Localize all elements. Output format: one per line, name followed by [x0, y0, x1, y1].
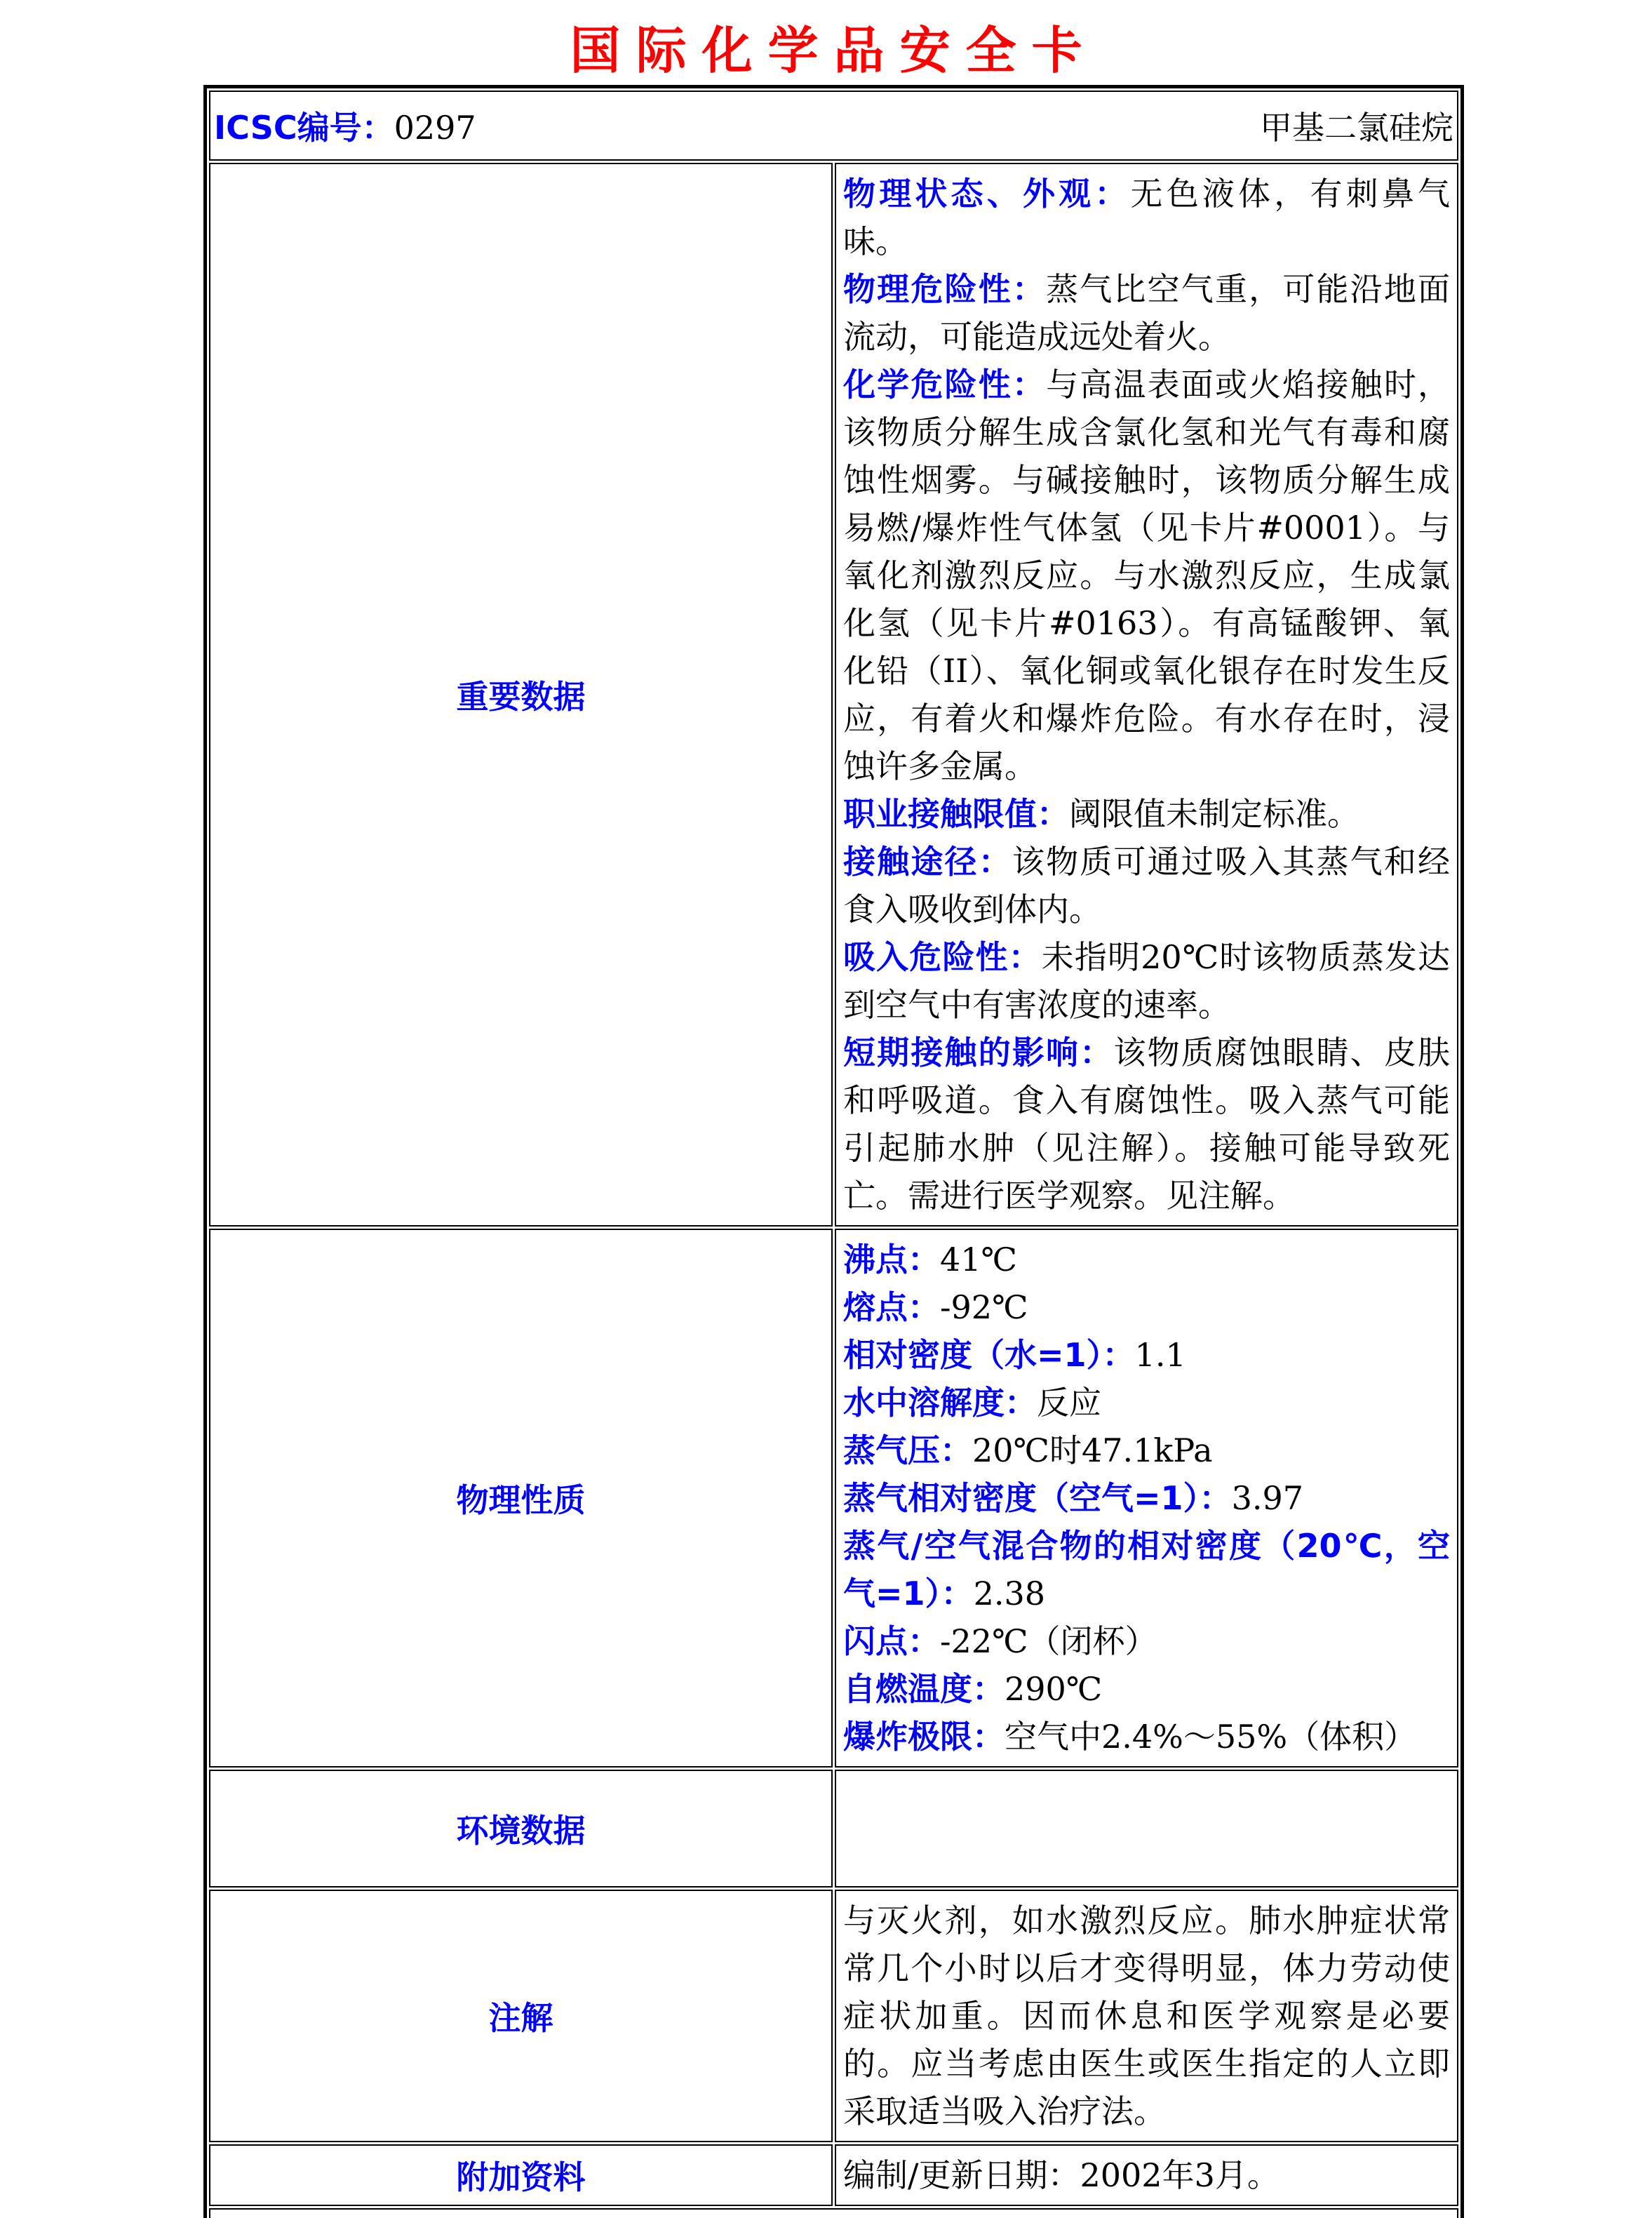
property-name: 化学危险性：: [843, 366, 1047, 403]
property-name: 蒸气/空气混合物的相对密度（20℃，空气=1）：: [843, 1527, 1450, 1612]
property-value: -92℃: [940, 1288, 1028, 1326]
property-value: 空气中2.4%～55%（体积）: [1005, 1718, 1417, 1756]
property-name: 接触途径：: [843, 843, 1012, 881]
property-value: 3.97: [1231, 1479, 1303, 1517]
property-name: 自燃温度：: [843, 1670, 1005, 1708]
page-title: 国际化学品安全卡: [570, 21, 1098, 80]
property-value: 1.1: [1134, 1336, 1186, 1374]
property-line: [843, 838, 1450, 933]
property-value: 与高温表面或火焰接触时，该物质分解生成含氯化氢和光气有毒和腐蚀性烟雾。与碱接触时，该物质分解生成易燃/爆炸性气体氢（见卡片#0001）。与氧化剂激烈反应。与水激烈反应，生成氯化氢（见卡片#0163）。有高锰酸钾、氧化铅（II）、氧化铜或氧化银存在时发生反应，有着火和爆炸危险。有水存在时，浸蚀许多金属。: [843, 366, 1451, 785]
property-line: [843, 1427, 1450, 1474]
property-value: 290℃: [1005, 1670, 1103, 1708]
table-row: [209, 1770, 1458, 1888]
section-label-environmental-data: 环境数据: [209, 1770, 833, 1888]
property-value: 20℃时47.1kPa: [972, 1431, 1213, 1469]
property-line: [843, 265, 1450, 361]
property-value: 反应: [1037, 1384, 1101, 1422]
property-name: 物理危险性：: [843, 270, 1047, 308]
property-name: 物理状态、外观：: [843, 175, 1131, 213]
property-name: 吸入危险性：: [843, 938, 1042, 976]
icsc-number-field: [214, 102, 476, 149]
property-value: 蒸气比空气重，可能沿地面流动，可能造成远处着火。: [843, 270, 1451, 356]
property-value: 该物质腐蚀眼睛、皮肤和呼吸道。食入有腐蚀性。吸入蒸气可能引起肺水肿（见注解）。接触可能导致死亡。需进行医学观察。见注解。: [843, 1034, 1451, 1215]
table-row: [209, 163, 1458, 1227]
property-name: 闪点：: [843, 1622, 940, 1660]
section-content-additional-info: 编制/更新日期：2002年3月。: [835, 2144, 1458, 2206]
table-row: [209, 1229, 1458, 1768]
property-name: 蒸气相对密度（空气=1）：: [843, 1479, 1232, 1517]
chemical-name: 甲基二氯硅烷: [1260, 109, 1453, 147]
property-value: -22℃（闭杯）: [940, 1622, 1157, 1660]
section-content-physical-properties: [835, 1229, 1458, 1768]
section-content-environmental-data: [835, 1770, 1458, 1888]
property-name: 熔点：: [843, 1288, 940, 1326]
section-label-additional-info: 附加资料: [209, 2144, 833, 2206]
property-line: [843, 1474, 1450, 1522]
property-value: 该物质可通过吸入其蒸气和经食入吸收到体内。: [843, 843, 1451, 928]
property-value: 2.38: [973, 1575, 1045, 1612]
property-line: [843, 933, 1450, 1029]
table-row: [209, 2208, 1458, 2218]
property-line: [843, 1283, 1450, 1331]
property-name: 短期接触的影响：: [843, 1034, 1114, 1071]
table-row: [209, 2144, 1458, 2206]
property-value: 41℃: [940, 1241, 1017, 1278]
property-line: [843, 1379, 1450, 1427]
property-name: 职业接触限值：: [843, 795, 1069, 833]
section-content-notes: 与灭火剂，如水激烈反应。肺水肿症状常常几个小时以后才变得明显，体力劳动使症状加重。因而休息和医学观察是必要的。应当考虑由医生或医生指定的人立即采取适当吸入治疗法。: [835, 1890, 1458, 2142]
icsc-number-label: ICSC编号：: [214, 109, 394, 147]
card-header-row: [211, 102, 1456, 149]
property-name: 水中溶解度：: [843, 1384, 1037, 1422]
property-line: [843, 1331, 1450, 1379]
section-label-physical-properties: 物理性质: [209, 1229, 833, 1768]
property-line: [843, 1617, 1450, 1665]
property-name: 爆炸极限：: [843, 1718, 1005, 1756]
property-line: [843, 1236, 1450, 1283]
icsc-number-value: 0297: [394, 109, 476, 147]
property-line: [843, 1029, 1450, 1220]
property-name: 蒸气压：: [843, 1431, 972, 1469]
logos-row: [209, 2208, 1458, 2218]
property-line: [843, 1713, 1450, 1761]
property-line: [843, 361, 1450, 790]
icsc-table: [203, 85, 1464, 2218]
table-row: [209, 1890, 1458, 2142]
property-line: [843, 1665, 1450, 1713]
section-content-important-data: [835, 163, 1458, 1227]
property-line: [843, 1522, 1450, 1617]
property-line: [843, 790, 1450, 838]
section-label-important-data: 重要数据: [209, 163, 833, 1227]
property-value: 未指明20℃时该物质蒸发达到空气中有害浓度的速率。: [843, 938, 1451, 1024]
property-line: [843, 170, 1450, 265]
property-name: 相对密度（水=1）：: [843, 1336, 1135, 1374]
property-name: 沸点：: [843, 1241, 940, 1278]
property-value: 无色液体，有刺鼻气味。: [843, 175, 1450, 260]
table-row: [209, 91, 1458, 161]
property-value: 阈限值未制定标准。: [1069, 795, 1359, 833]
section-label-notes: 注解: [209, 1890, 833, 2142]
